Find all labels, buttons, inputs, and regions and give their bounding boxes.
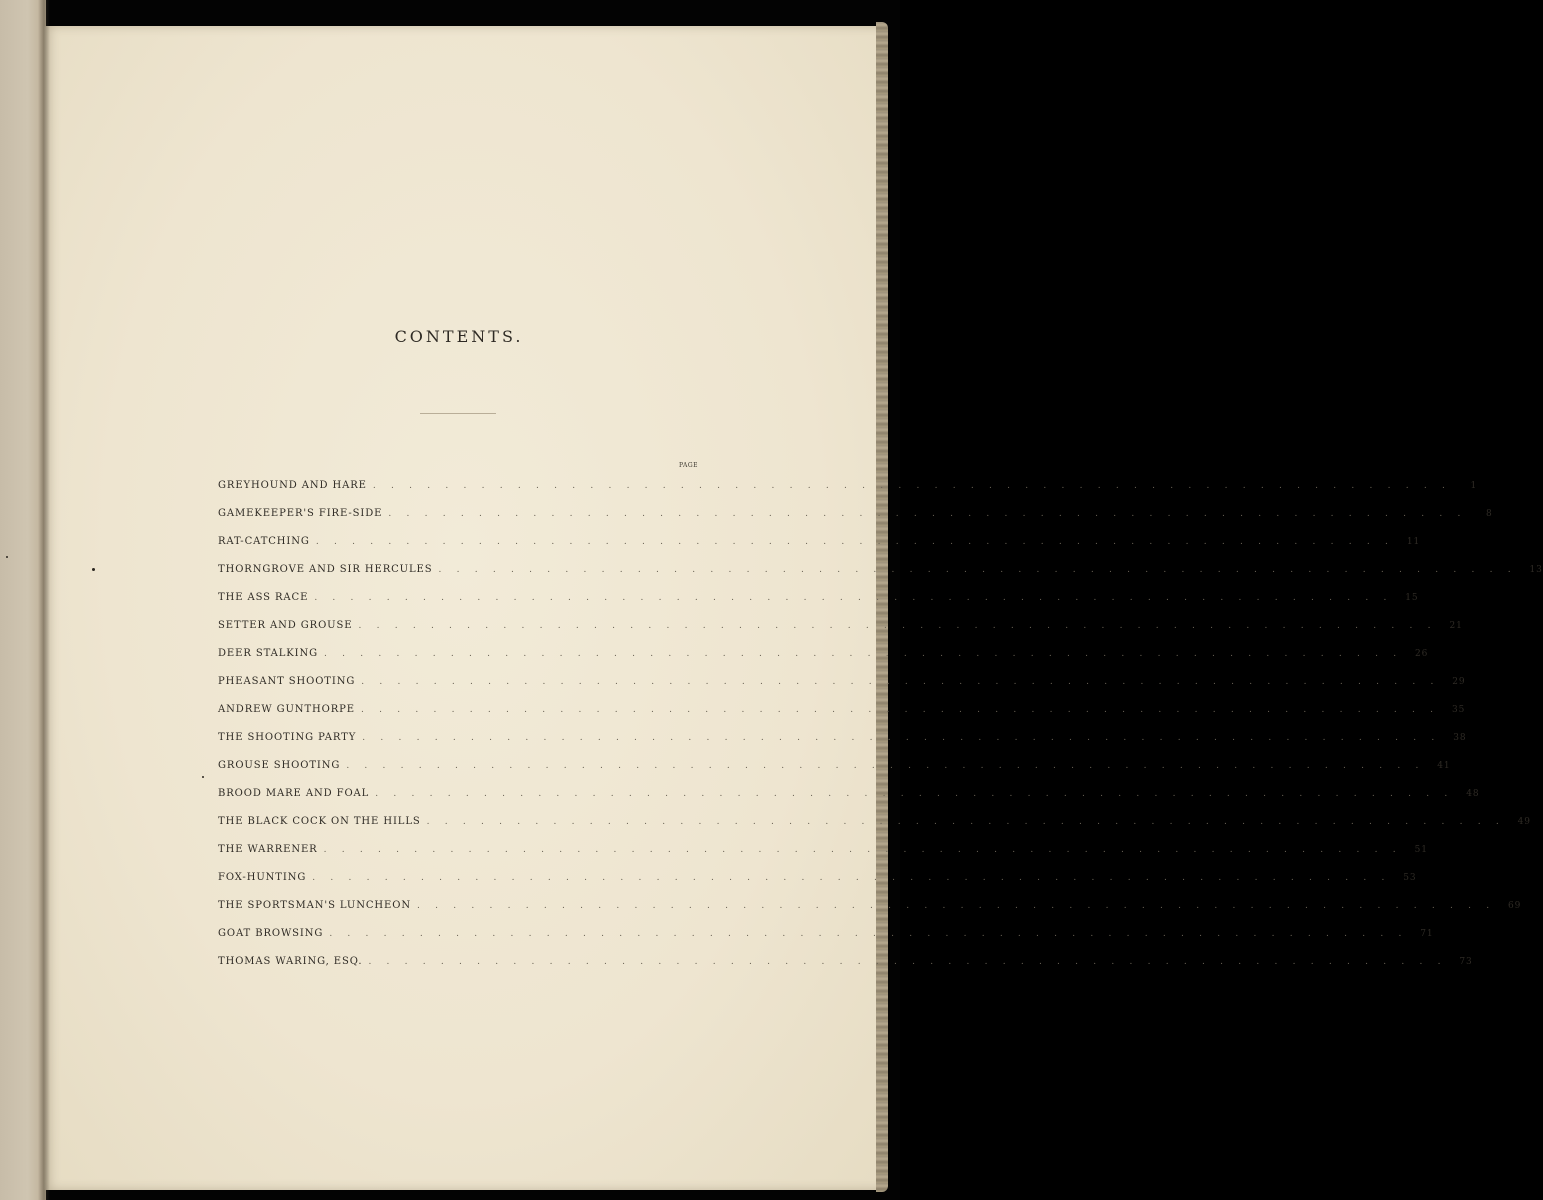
paper-speck bbox=[6, 556, 8, 558]
dot-leader: . . . . . . . . . . . . . . . . . . . . . . . . . . . . . . . . . . . . . . . . . . . . . . . . . . . . . . . . . . . . bbox=[388, 509, 1467, 519]
toc-entry bbox=[218, 760, 1451, 788]
dot-leader: . . . . . . . . . . . . . . . . . . . . . . . . . . . . . . . . . . . . . . . . . . . . . . . . . . . . . . . . . . . . bbox=[372, 481, 1452, 491]
dot-leader: . . . . . . . . . . . . . . . . . . . . . . . . . . . . . . . . . . . . . . . . . . . . . . . . . . . . . . . . . . . . bbox=[438, 565, 1517, 575]
dot-leader: . . . . . . . . . . . . . . . . . . . . . . . . . . . . . . . . . . . . . . . . . . . . . . . . . . . . . . . . . . . . bbox=[324, 649, 1403, 659]
toc-entry-title: SETTER AND GROUSE bbox=[218, 620, 353, 631]
toc-entry-title: THE ASS RACE bbox=[218, 592, 309, 603]
toc-entry-title: THE WARRENER bbox=[218, 844, 318, 855]
toc-entry bbox=[218, 620, 1463, 648]
dot-leader: . . . . . . . . . . . . . . . . . . . . . . . . . . . . . . . . . . . . . . . . . . . . . . . . . . . . . . . . . . . . bbox=[361, 705, 1440, 715]
dot-leader: . . . . . . . . . . . . . . . . . . . . . . . . . . . . . . . . . . . . . . . . . . . . . . . . . . . . . . . . . . . . bbox=[315, 537, 1395, 547]
page-column-label: PAGE bbox=[679, 462, 698, 469]
toc-entry-title: THE SHOOTING PARTY bbox=[218, 732, 357, 743]
dot-leader: . . . . . . . . . . . . . . . . . . . . . . . . . . . . . . . . . . . . . . . . . . . . . . . . . . . . . . . . . . . . bbox=[346, 761, 1425, 771]
toc-entry-page-number: 69 bbox=[1508, 901, 1522, 911]
toc-entry-page-number: 38 bbox=[1453, 733, 1467, 743]
toc-entry-title: DEER STALKING bbox=[218, 648, 319, 659]
toc-entry bbox=[218, 956, 1473, 984]
toc-entry-title: THOMAS WARING, ESQ. bbox=[218, 956, 363, 967]
toc-entry bbox=[218, 928, 1434, 956]
toc-entry-title: THE SPORTSMAN'S LUNCHEON bbox=[218, 900, 412, 911]
toc-entry-page-number: 29 bbox=[1452, 677, 1466, 687]
toc-entry-page-number: 1 bbox=[1470, 481, 1478, 491]
toc-entry bbox=[218, 508, 1493, 536]
book-gutter bbox=[38, 0, 50, 1200]
table-of-contents bbox=[218, 480, 1543, 984]
toc-entry-page-number: 51 bbox=[1414, 845, 1428, 855]
toc-entry-title: THE BLACK COCK ON THE HILLS bbox=[218, 816, 421, 827]
dot-leader: . . . . . . . . . . . . . . . . . . . . . . . . . . . . . . . . . . . . . . . . . . . . . . . . . . . . . . . . . . . . bbox=[426, 817, 1505, 827]
page-block-edge bbox=[876, 22, 888, 1192]
toc-entry-page-number: 21 bbox=[1449, 621, 1463, 631]
toc-entry bbox=[218, 676, 1466, 704]
toc-entry-title: GROUSE SHOOTING bbox=[218, 760, 341, 771]
toc-entry bbox=[218, 704, 1466, 732]
toc-entry-title: PHEASANT SHOOTING bbox=[218, 676, 356, 687]
dot-leader: . . . . . . . . . . . . . . . . . . . . . . . . . . . . . . . . . . . . . . . . . . . . . . . . . . . . . . . . . . . . bbox=[361, 677, 1440, 687]
toc-entry-page-number: 49 bbox=[1517, 817, 1531, 827]
toc-entry-title: ANDREW GUNTHORPE bbox=[218, 704, 355, 715]
toc-entry-page-number: 15 bbox=[1405, 593, 1419, 603]
page-title: CONTENTS. bbox=[394, 327, 524, 346]
toc-entry-page-number: 8 bbox=[1485, 509, 1493, 519]
toc-entry bbox=[218, 900, 1522, 928]
toc-entry-page-number: 13 bbox=[1529, 565, 1543, 575]
toc-entry-title: FOX-HUNTING bbox=[218, 872, 307, 883]
toc-entry-page-number: 35 bbox=[1451, 705, 1466, 715]
dot-leader: . . . . . . . . . . . . . . . . . . . . . . . . . . . . . . . . . . . . . . . . . . . . . . . . . . . . . . . . . . . . bbox=[323, 845, 1402, 855]
toc-entry-title: GOAT BROWSING bbox=[218, 928, 324, 939]
toc-entry bbox=[218, 788, 1480, 816]
dot-leader: . . . . . . . . . . . . . . . . . . . . . . . . . . . . . . . . . . . . . . . . . . . . . . . . . . . . . . . . . . . . bbox=[362, 733, 1441, 743]
dot-leader: . . . . . . . . . . . . . . . . . . . . . . . . . . . . . . . . . . . . . . . . . . . . . . . . . . . . . . . . . . . . bbox=[417, 901, 1496, 911]
toc-entry-page-number: 41 bbox=[1437, 761, 1451, 771]
toc-entry bbox=[218, 592, 1419, 620]
dot-leader: . . . . . . . . . . . . . . . . . . . . . . . . . . . . . . . . . . . . . . . . . . . . . . . . . . . . . . . . . . . . bbox=[329, 929, 1408, 939]
toc-entry-page-number: 48 bbox=[1466, 789, 1480, 799]
toc-entry-title: GREYHOUND AND HARE bbox=[218, 480, 367, 491]
dot-leader: . . . . . . . . . . . . . . . . . . . . . . . . . . . . . . . . . . . . . . . . . . . . . . . . . . . . . . . . . . . . bbox=[358, 621, 1437, 631]
toc-entry-title: GAMEKEEPER'S FIRE-SIDE bbox=[218, 508, 383, 519]
toc-entry bbox=[218, 648, 1429, 676]
toc-entry bbox=[218, 844, 1428, 872]
toc-entry bbox=[218, 536, 1421, 564]
toc-entry-page-number: 26 bbox=[1415, 649, 1429, 659]
paper-speck bbox=[202, 776, 204, 778]
title-rule bbox=[420, 413, 496, 414]
toc-entry bbox=[218, 816, 1531, 844]
toc-entry-title: RAT-CATCHING bbox=[218, 536, 310, 547]
toc-entry-page-number: 53 bbox=[1403, 873, 1417, 883]
dot-leader: . . . . . . . . . . . . . . . . . . . . . . . . . . . . . . . . . . . . . . . . . . . . . . . . . . . . . . . . . . . . bbox=[375, 789, 1454, 799]
toc-entry-title: THORNGROVE AND SIR HERCULES bbox=[218, 564, 433, 575]
dot-leader: . . . . . . . . . . . . . . . . . . . . . . . . . . . . . . . . . . . . . . . . . . . . . . . . . . . . . . . . . . . . bbox=[314, 593, 1393, 603]
paper-speck bbox=[92, 568, 95, 571]
toc-entry bbox=[218, 480, 1478, 508]
dot-leader: . . . . . . . . . . . . . . . . . . . . . . . . . . . . . . . . . . . . . . . . . . . . . . . . . . . . . . . . . . . . bbox=[312, 873, 1391, 883]
toc-entry bbox=[218, 872, 1417, 900]
toc-entry-page-number: 11 bbox=[1406, 537, 1421, 547]
dot-leader: . . . . . . . . . . . . . . . . . . . . . . . . . . . . . . . . . . . . . . . . . . . . . . . . . . . . . . . . . . . . bbox=[368, 957, 1447, 967]
toc-entry-page-number: 71 bbox=[1420, 929, 1434, 939]
toc-entry bbox=[218, 564, 1543, 592]
toc-entry bbox=[218, 732, 1467, 760]
toc-entry-title: BROOD MARE AND FOAL bbox=[218, 788, 370, 799]
toc-entry-page-number: 73 bbox=[1459, 957, 1473, 967]
